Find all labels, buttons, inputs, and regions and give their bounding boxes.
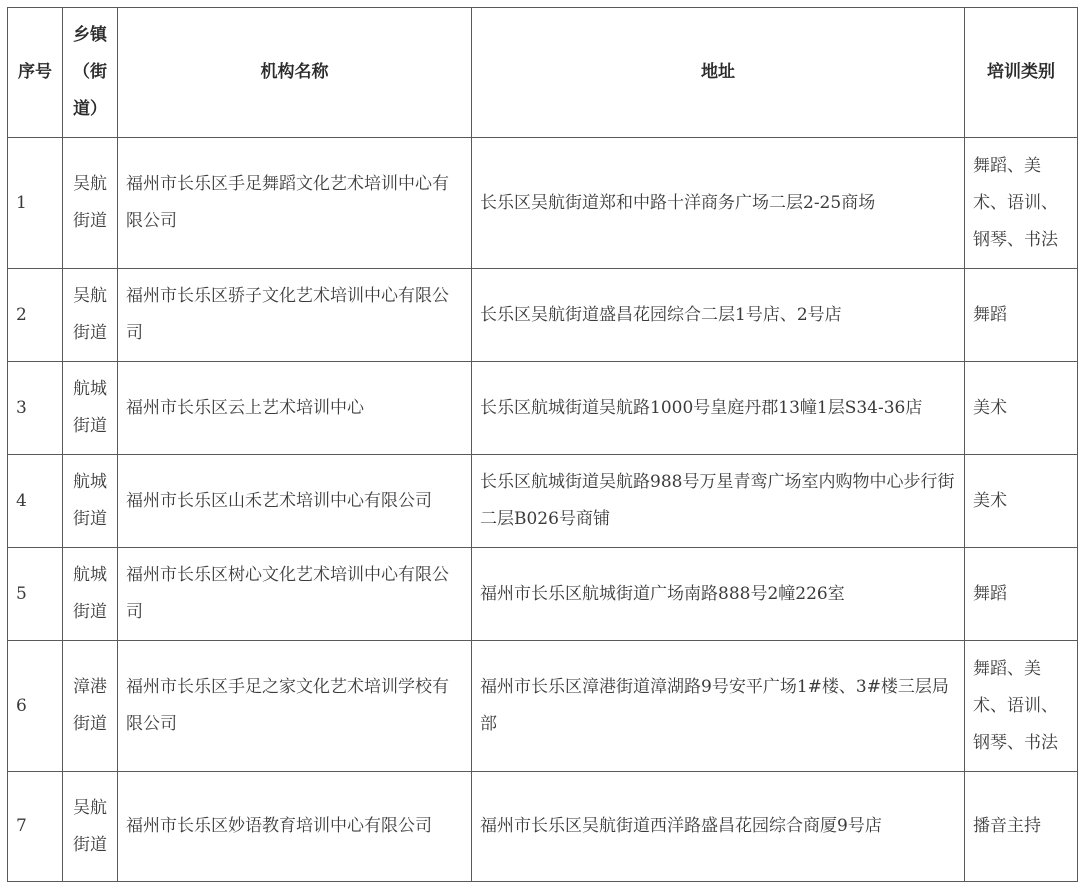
cell-category: 舞蹈、美术、语训、钢琴、书法 [965,641,1078,772]
table-row [8,548,1078,641]
cell-org: 福州市长乐区手足之家文化艺术培训学校有限公司 [118,641,472,772]
header-town: 乡镇（街道） [63,8,118,138]
table-row [8,269,1078,362]
table-header-row [8,8,1078,138]
table-row [8,641,1078,772]
cell-town: 航城街道 [63,455,118,548]
cell-town: 吴航街道 [63,269,118,362]
cell-org: 福州市长乐区树心文化艺术培训中心有限公司 [118,548,472,641]
cell-category: 美术 [965,455,1078,548]
cell-org: 福州市长乐区妙语教育培训中心有限公司 [118,772,472,882]
table-row [8,455,1078,548]
table-row [8,362,1078,455]
cell-address: 长乐区航城街道吴航路988号万星青鸾广场室内购物中心步行街二层B026号商铺 [472,455,965,548]
cell-address: 福州市长乐区航城街道广场南路888号2幢226室 [472,548,965,641]
cell-no: 6 [8,641,63,772]
cell-category: 美术 [965,362,1078,455]
cell-no: 4 [8,455,63,548]
cell-no: 1 [8,138,63,269]
cell-town: 漳港街道 [63,641,118,772]
cell-town: 吴航街道 [63,772,118,882]
cell-category: 舞蹈 [965,269,1078,362]
cell-town: 航城街道 [63,362,118,455]
table-row [8,138,1078,269]
header-address: 地址 [472,8,965,138]
cell-address: 福州市长乐区漳港街道漳湖路9号安平广场1#楼、3#楼三层局部 [472,641,965,772]
cell-category: 播音主持 [965,772,1078,882]
cell-no: 3 [8,362,63,455]
cell-no: 2 [8,269,63,362]
cell-category: 舞蹈、美术、语训、钢琴、书法 [965,138,1078,269]
cell-no: 5 [8,548,63,641]
cell-category: 舞蹈 [965,548,1078,641]
cell-town: 航城街道 [63,548,118,641]
cell-address: 长乐区吴航街道盛昌花园综合二层1号店、2号店 [472,269,965,362]
cell-address: 长乐区吴航街道郑和中路十洋商务广场二层2-25商场 [472,138,965,269]
cell-org: 福州市长乐区云上艺术培训中心 [118,362,472,455]
cell-address: 福州市长乐区吴航街道西洋路盛昌花园综合商厦9号店 [472,772,965,882]
training-institutions-table [7,7,1078,882]
table-row [8,772,1078,882]
cell-org: 福州市长乐区山禾艺术培训中心有限公司 [118,455,472,548]
header-no: 序号 [8,8,63,138]
cell-org: 福州市长乐区手足舞蹈文化艺术培训中心有限公司 [118,138,472,269]
header-category: 培训类别 [965,8,1078,138]
cell-address: 长乐区航城街道吴航路1000号皇庭丹郡13幢1层S34-36店 [472,362,965,455]
cell-no: 7 [8,772,63,882]
header-org: 机构名称 [118,8,472,138]
cell-org: 福州市长乐区骄子文化艺术培训中心有限公司 [118,269,472,362]
cell-town: 吴航街道 [63,138,118,269]
